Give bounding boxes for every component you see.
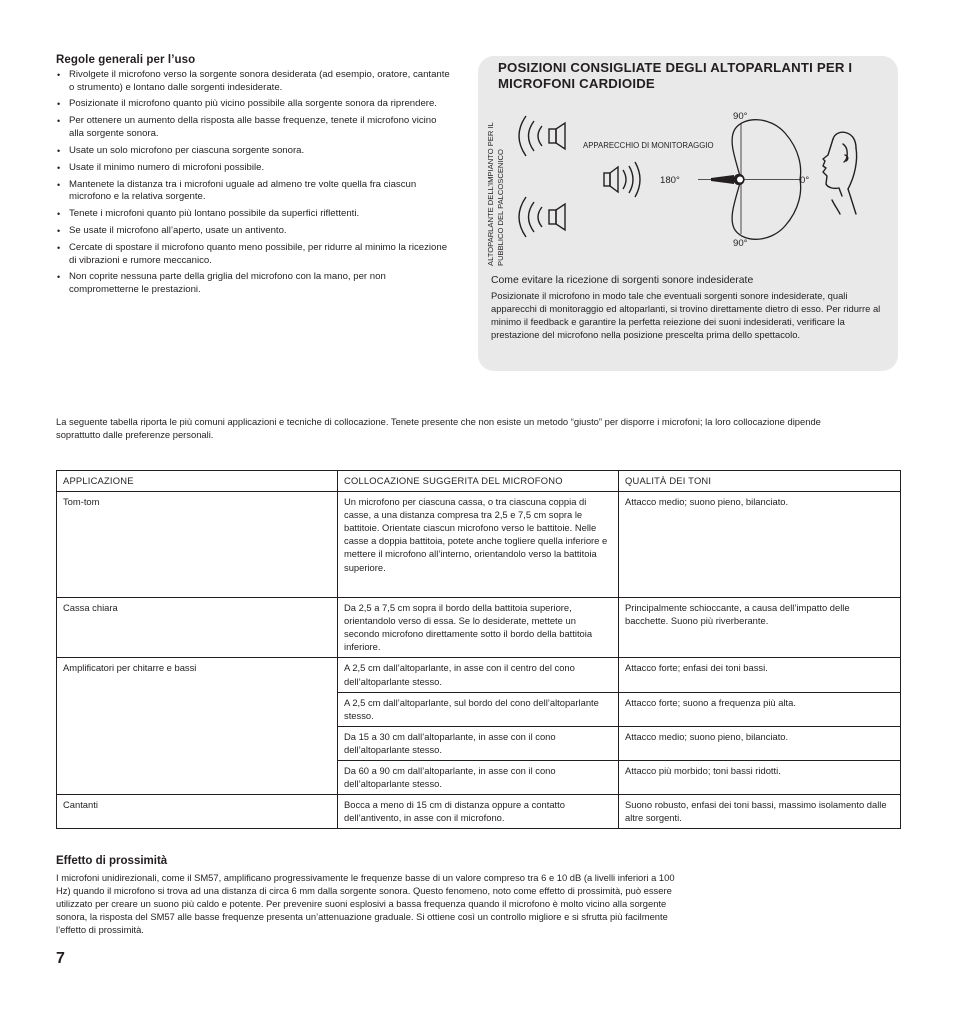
pa-speaker-icon [519, 197, 565, 237]
speaker-panel-title: POSIZIONI CONSIGLIATE DEGLI ALTOPARLANTI PER I MICROFONI CARDIOIDE [498, 60, 853, 91]
page-number: 7 [56, 950, 65, 967]
table-header-cell: COLLOCAZIONE SUGGERITA DEL MICROFONO [338, 471, 619, 492]
rule-item: • Mantenete la distanza tra i microfoni uguale ad almeno tre volte quella fra ciascun microfono e la relativa sorgente. [56, 179, 451, 204]
table-row [57, 795, 901, 829]
general-rules-title: Regole generali per l’uso [56, 54, 196, 66]
angle-label-90-bottom: 90° [733, 238, 748, 249]
monitor-label: APPARECCHIO DI MONITORAGGIO [583, 141, 714, 150]
table-cell-placement: A 2,5 cm dall’altoparlante, sul bordo del cono dell’altoparlante stesso. [338, 692, 619, 726]
table-header-cell: QUALITÀ DEI TONI [619, 471, 901, 492]
table-cell-tone: Attacco medio; suono pieno, bilanciato. [619, 492, 901, 598]
table-cell-tone: Attacco medio; suono pieno, bilanciato. [619, 726, 901, 760]
general-rules-list [56, 69, 451, 297]
rule-item: • Non coprite nessuna parte della griglia del microfono con la mano, per non comprometterne le prestazioni. [56, 271, 451, 296]
rule-item: • Tenete i microfoni quanto più lontano possibile da superfici riflettenti. [56, 208, 451, 221]
table-cell-tone: Suono robusto, enfasi dei toni bassi, massimo isolamento dalle altre sorgenti. [619, 795, 901, 829]
angle-label-90-top: 90° [733, 111, 748, 122]
rule-item: • Per ottenere un aumento della risposta alle basse frequenze, tenete il microfono vicino alla sorgente sonora. [56, 115, 451, 140]
table-cell-application: Amplificatori per chitarre e bassi [57, 658, 338, 795]
monitor-speaker-icon [604, 162, 640, 197]
table-row [57, 658, 901, 692]
rule-item: • Se usate il microfono all’aperto, usate un antivento. [56, 225, 451, 238]
table-header-cell: APPLICAZIONE [57, 471, 338, 492]
applications-table [56, 470, 901, 829]
proximity-effect-body: I microfoni unidirezionali, come il SM57, amplificano progressivamente le frequenze basse di un valore compreso tra 6 e 10 dB (a livelli inferiori a 100 Hz) quando il microfono si trova ad una distanza di circa 6 mm dalla sorgente sonora. Questo fenomeno, noto come effetto di prossimità, può essere utilizzato per creare un suono più caldo e potente. Per prevenire suoni esplosivi a bassa frequenza quando il microfono è molto vicino alla sorgente sonora, la risposta del SM57 alle basse frequenze presenta un’attenuazione graduale. Si ottiene così un controllo migliore e si sfrutta più facilmente l’effetto di prossimità. [56, 872, 675, 936]
microphone-icon [711, 174, 745, 185]
angle-label-180: 180° [660, 175, 680, 186]
rule-item: • Usate un solo microfono per ciascuna sorgente sonora. [56, 145, 451, 158]
table-cell-placement: Da 60 a 90 cm dall’altoparlante, in asse con il cono dell’altoparlante stesso. [338, 761, 619, 795]
table-intro-text: La seguente tabella riporta le più comuni applicazioni e tecniche di collocazione. Tenete presente che non esiste un metodo “giusto” per disporre i microfoni; la loro collocazione dipende soprattutto dalle preferenze personali. [56, 416, 821, 441]
singer-icon [823, 132, 857, 214]
rule-item: • Rivolgete il microfono verso la sorgente sonora desiderata (ad esempio, oratore, cantante o strumento) e lontano dalle sorgenti indesiderate. [56, 69, 451, 94]
rule-item: • Posizionate il microfono quanto più vicino possibile alla sorgente sonora da riprendere. [56, 98, 451, 111]
table-cell-application: Cantanti [57, 795, 338, 829]
table-cell-tone: Attacco più morbido; toni bassi ridotti. [619, 761, 901, 795]
general-rules-section [56, 54, 451, 301]
table-cell-application: Cassa chiara [57, 598, 338, 658]
table-cell-application: Tom-tom [57, 492, 338, 598]
proximity-effect-title: Effetto di prossimità [56, 855, 168, 867]
rule-item: • Usate il minimo numero di microfoni possibile. [56, 162, 451, 175]
rule-item: • Cercate di spostare il microfono quanto meno possibile, per ridurre al minimo la ricezione di vibrazioni e rumore meccanico. [56, 242, 451, 267]
pa-speaker-label-line1: ALTOPARLANTE DELL’IMPIANTO PER IL [486, 122, 495, 266]
table-cell-placement: A 2,5 cm dall’altoparlante, in asse con il centro del cono dell’altoparlante stesso. [338, 658, 619, 692]
table-row [57, 492, 901, 598]
panel-body-text: Posizionate il microfono in modo tale che eventuali sorgenti sonore indesiderate, quali apparecchi di monitoraggio ed altoparlanti, si trovino direttamente dietro di esso. Per ridurre al minimo il feedback e garantire la perfetta reiezione dei suoni indesiderati, verificare la prestazione del microfono nella posizione prescelta prima dello spettacolo. [491, 290, 881, 341]
table-cell-tone: Principalmente schioccante, a causa dell’impatto delle bacchette. Suono più riverberante. [619, 598, 901, 658]
table-header-row [57, 471, 901, 492]
cardioid-diagram [482, 96, 896, 278]
pa-speaker-icon [519, 116, 565, 156]
angle-label-0: 0° [800, 175, 810, 186]
table-cell-tone: Attacco forte; suono a frequenza più alta. [619, 692, 901, 726]
table-cell-tone: Attacco forte; enfasi dei toni bassi. [619, 658, 901, 692]
table-cell-placement: Da 15 a 30 cm dall’altoparlante, in asse con il cono dell’altoparlante stesso. [338, 726, 619, 760]
panel-subtitle: Come evitare la ricezione di sorgenti sonore indesiderate [491, 275, 754, 286]
table-cell-placement: Un microfono per ciascuna cassa, o tra ciascuna coppia di casse, a una distanza compresa tra 2,5 e 7,5 cm sopra le battitoie. Orientate ciascun microfono verso le battitoie. Nelle casse a doppia battitoia, potete anche togliere quella inferiore e mettere il microfono all’interno, orientandolo verso la battitoia superiore. [338, 492, 619, 598]
table-cell-placement: Da 2,5 a 7,5 cm sopra il bordo della battitoia superiore, orientandolo verso di essa. Se lo desiderate, mettete un secondo microfono direttamente sotto il bordo della battitoia inferiore. [338, 598, 619, 658]
table-cell-placement: Bocca a meno di 15 cm di distanza oppure a contatto dell’antivento, in asse con il microfono. [338, 795, 619, 829]
table-row [57, 598, 901, 658]
pa-speaker-label-line2: PUBBLICO DEL PALCOSCENICO [496, 149, 505, 266]
